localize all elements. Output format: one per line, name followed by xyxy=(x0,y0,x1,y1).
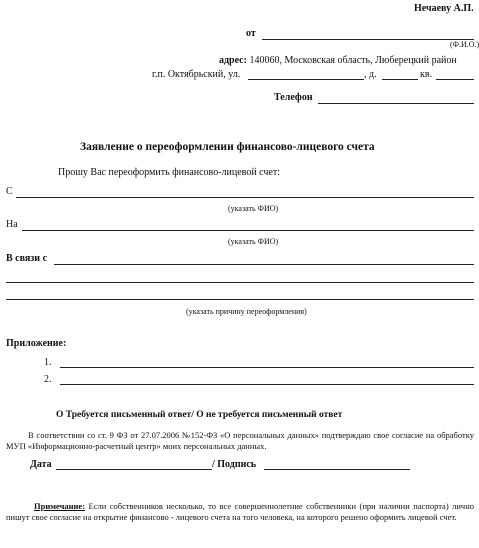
to-na-label: На xyxy=(6,219,18,230)
attachment-item-1-field[interactable] xyxy=(60,367,474,368)
address-label: адрес: xyxy=(219,55,247,66)
addressee: Нечаеву А.П. xyxy=(414,3,474,14)
address-value: 140060, Московская область, Люберецкий район xyxy=(249,55,457,66)
from-label: от xyxy=(246,28,256,39)
attachments-label: Приложение: xyxy=(6,338,67,349)
phone-field[interactable] xyxy=(318,103,474,104)
from-field[interactable] xyxy=(262,39,474,40)
to-na-field[interactable] xyxy=(22,230,474,231)
request-text: Прошу Вас переоформить финансово-лицевой счет: xyxy=(58,167,281,178)
fio-hint: (Ф.И.О.) xyxy=(450,40,479,49)
reason-hint: (указать причину переоформления) xyxy=(186,307,307,316)
reason-field-1[interactable] xyxy=(54,264,474,265)
fio-hint-2: (указать ФИО) xyxy=(228,237,279,246)
attachment-item-2-number: 2. xyxy=(44,374,52,385)
fio-hint-1: (указать ФИО) xyxy=(228,204,279,213)
street-field[interactable] xyxy=(248,79,364,80)
attachment-item-2-field[interactable] xyxy=(60,384,474,385)
document-title: Заявление о переоформлении финансово-лицевого счета xyxy=(80,141,375,153)
note-text: Если собственников несколько, то все совершеннолетние собственники (при наличии паспорта) лично пишут свое согласие на открытие финансово - лицевого счета на того человека, на которого решено оформить лицевой счет. xyxy=(6,501,474,522)
apt-label: кв. xyxy=(420,69,433,80)
response-option[interactable]: О Требуется письменный ответ/ О не требуется письменный ответ xyxy=(56,410,343,420)
from-c-field[interactable] xyxy=(16,197,474,198)
apt-field[interactable] xyxy=(436,79,474,80)
reason-label: В связи с xyxy=(6,253,48,264)
note-label: Примечание: xyxy=(34,501,86,511)
consent-text: В соответствии со ст. 9 ФЗ от 27.07.2006 №152-ФЗ «О персональных данных» подтверждаю свое согласие на обработку МУП «Информационно-расчетный центр» моих персональных данных. xyxy=(6,430,474,451)
signature-label: / Подпись xyxy=(212,459,257,470)
reason-field-3[interactable] xyxy=(6,299,474,300)
house-label: , д. xyxy=(364,69,377,80)
address-line xyxy=(219,55,457,66)
street-prefix: г.п. Октябрьский, ул. xyxy=(152,69,241,80)
date-label: Дата xyxy=(30,459,52,470)
phone-label: Телефон xyxy=(274,92,313,103)
attachment-item-1-number: 1. xyxy=(44,357,52,368)
from-c-label: С xyxy=(6,186,13,197)
note-block xyxy=(6,501,474,523)
signature-field[interactable] xyxy=(264,469,410,470)
date-field[interactable] xyxy=(56,469,212,470)
reason-field-2[interactable] xyxy=(6,282,474,283)
house-field[interactable] xyxy=(382,79,418,80)
